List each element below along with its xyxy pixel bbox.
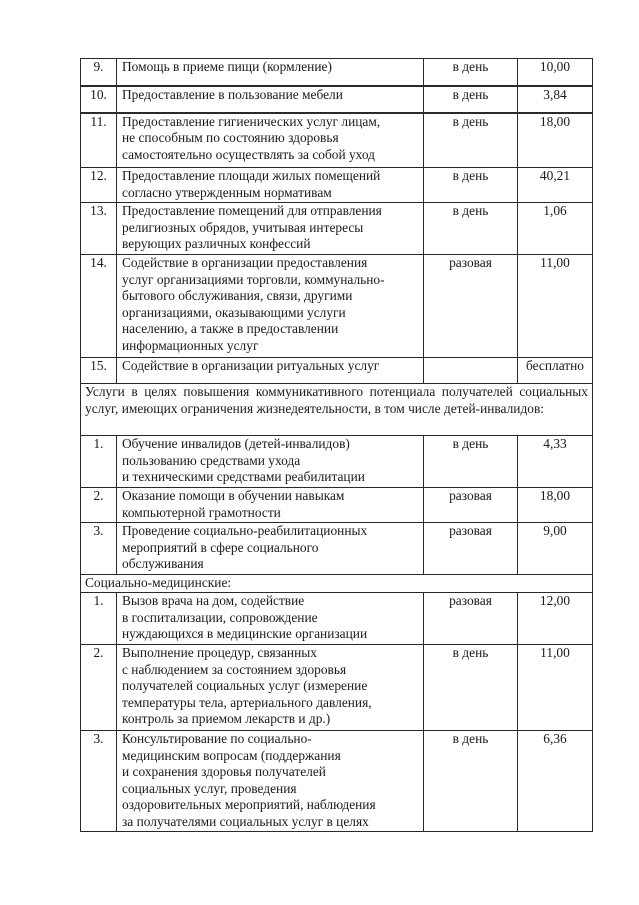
table-row	[81, 645, 593, 731]
row-number: 13.	[81, 203, 117, 255]
row-number: 14.	[81, 255, 117, 358]
description-line: не способным по состоянию здоровья	[122, 130, 339, 146]
description-line: компьютерной грамотности	[122, 504, 281, 520]
service-description	[117, 358, 424, 384]
unit-of-service: разовая	[424, 593, 518, 645]
description-line: Предоставление гигиенических услуг лицам,	[122, 113, 381, 129]
table-row	[81, 436, 593, 488]
unit-of-service: в день	[424, 436, 518, 488]
service-price: бесплатно	[518, 358, 593, 384]
unit-of-service: в день	[424, 86, 518, 113]
unit-of-service: разовая	[424, 488, 518, 523]
section-title: Услуги в целях повышения коммуникативного потенциала получателей социальных услуг, имеющих ограничения жизнедеятельности, в том числе детей-инвалидов:	[81, 384, 593, 436]
description-line: в госпитализации, сопровождение	[122, 609, 318, 625]
section-header-row	[81, 384, 593, 436]
section-header-row	[81, 575, 593, 593]
description-line: обслуживания	[122, 556, 204, 572]
service-description	[117, 593, 424, 645]
table-row	[81, 59, 593, 86]
description-line: Содействие в организации ритуальных услуг	[122, 358, 380, 373]
description-line: услуг организациями торговли, коммунально-	[122, 271, 385, 287]
table-row	[81, 731, 593, 832]
services-price-table	[80, 58, 593, 832]
description-line: Предоставление помещений для отправления	[122, 203, 382, 218]
table-row	[81, 255, 593, 358]
description-line: Оказание помощи в обучении навыкам	[122, 488, 345, 503]
description-line: информационных услуг	[122, 337, 259, 353]
table-row	[81, 593, 593, 645]
service-description	[117, 488, 424, 523]
description-line: Консультирование по социально-	[122, 731, 312, 746]
description-line: получателей социальных услуг (измерение	[122, 678, 368, 694]
unit-of-service: в день	[424, 168, 518, 203]
description-line: бытового обслуживания, связи, другими	[122, 288, 353, 304]
description-line: оздоровительных мероприятий, наблюдения	[122, 797, 376, 813]
unit-of-service: в день	[424, 59, 518, 86]
table-row	[81, 86, 593, 113]
service-price: 40,21	[518, 168, 593, 203]
service-description	[117, 168, 424, 203]
service-price: 11,00	[518, 255, 593, 358]
table-row	[81, 488, 593, 523]
row-number: 11.	[81, 113, 117, 168]
row-number: 10.	[81, 86, 117, 113]
description-line: Предоставление площади жилых помещений	[122, 168, 381, 183]
service-price: 12,00	[518, 593, 593, 645]
service-price: 1,06	[518, 203, 593, 255]
row-number: 9.	[81, 59, 117, 86]
row-number: 1.	[81, 436, 117, 488]
description-line: верующих различных конфессий	[122, 236, 311, 252]
table-row	[81, 523, 593, 575]
description-line: социальных услуг, проведения	[122, 780, 297, 796]
description-line: Выполнение процедур, связанных	[122, 645, 317, 660]
description-line: Вызов врача на дом, содействие	[122, 593, 305, 608]
service-description	[117, 645, 424, 731]
unit-of-service: в день	[424, 203, 518, 255]
description-line: Содействие в организации предоставления	[122, 255, 368, 270]
service-price: 9,00	[518, 523, 593, 575]
description-line: Проведение социально-реабилитационных	[122, 523, 368, 538]
service-description	[117, 255, 424, 358]
description-line: мероприятий в сфере социального	[122, 539, 319, 555]
description-line: нуждающихся в медицинские организации	[122, 626, 368, 642]
description-line: организациями, оказывающими услуги	[122, 304, 346, 320]
description-line: и техническими средствами реабилитации	[122, 469, 365, 485]
description-line: религиозных обрядов, учитывая интересы	[122, 219, 364, 235]
row-number: 3.	[81, 523, 117, 575]
description-line: населению, а также в предоставлении	[122, 321, 339, 337]
table-body	[81, 59, 593, 832]
description-line: пользованию средствами ухода	[122, 452, 301, 468]
unit-of-service: в день	[424, 645, 518, 731]
row-number: 12.	[81, 168, 117, 203]
description-line: медицинским вопросам (поддержания	[122, 747, 341, 763]
service-description	[117, 731, 424, 832]
unit-of-service: в день	[424, 731, 518, 832]
unit-of-service: разовая	[424, 255, 518, 358]
service-price: 6,36	[518, 731, 593, 832]
description-line: согласно утвержденным нормативам	[122, 184, 332, 200]
service-price: 3,84	[518, 86, 593, 113]
unit-of-service: в день	[424, 113, 518, 168]
description-line: и сохранения здоровья получателей	[122, 764, 326, 780]
service-description	[117, 86, 424, 113]
table-row	[81, 358, 593, 384]
table-row	[81, 203, 593, 255]
service-price: 4,33	[518, 436, 593, 488]
description-line: за получателями социальных услуг в целях	[122, 813, 369, 829]
unit-of-service	[424, 358, 518, 384]
description-line: Помощь в приеме пищи (кормление)	[122, 59, 332, 74]
description-line: Обучение инвалидов (детей-инвалидов)	[122, 436, 350, 451]
table-row	[81, 113, 593, 168]
service-description	[117, 523, 424, 575]
service-price: 18,00	[518, 113, 593, 168]
row-number: 3.	[81, 731, 117, 832]
row-number: 2.	[81, 645, 117, 731]
table-row	[81, 168, 593, 203]
service-price: 11,00	[518, 645, 593, 731]
service-description	[117, 203, 424, 255]
description-line: контроль за приемом лекарств и др.)	[122, 711, 331, 727]
unit-of-service: разовая	[424, 523, 518, 575]
section-title: Социально-медицинские:	[81, 575, 593, 593]
service-price: 10,00	[518, 59, 593, 86]
description-line: Предоставление в пользование мебели	[122, 86, 343, 102]
row-number: 1.	[81, 593, 117, 645]
description-line: самостоятельно осуществлять за собой уход	[122, 146, 375, 162]
row-number: 15.	[81, 358, 117, 384]
service-description	[117, 113, 424, 168]
row-number: 2.	[81, 488, 117, 523]
description-line: температуры тела, артериального давления,	[122, 694, 372, 710]
description-line: с наблюдением за состоянием здоровья	[122, 661, 347, 677]
service-description	[117, 59, 424, 86]
service-price: 18,00	[518, 488, 593, 523]
service-description	[117, 436, 424, 488]
